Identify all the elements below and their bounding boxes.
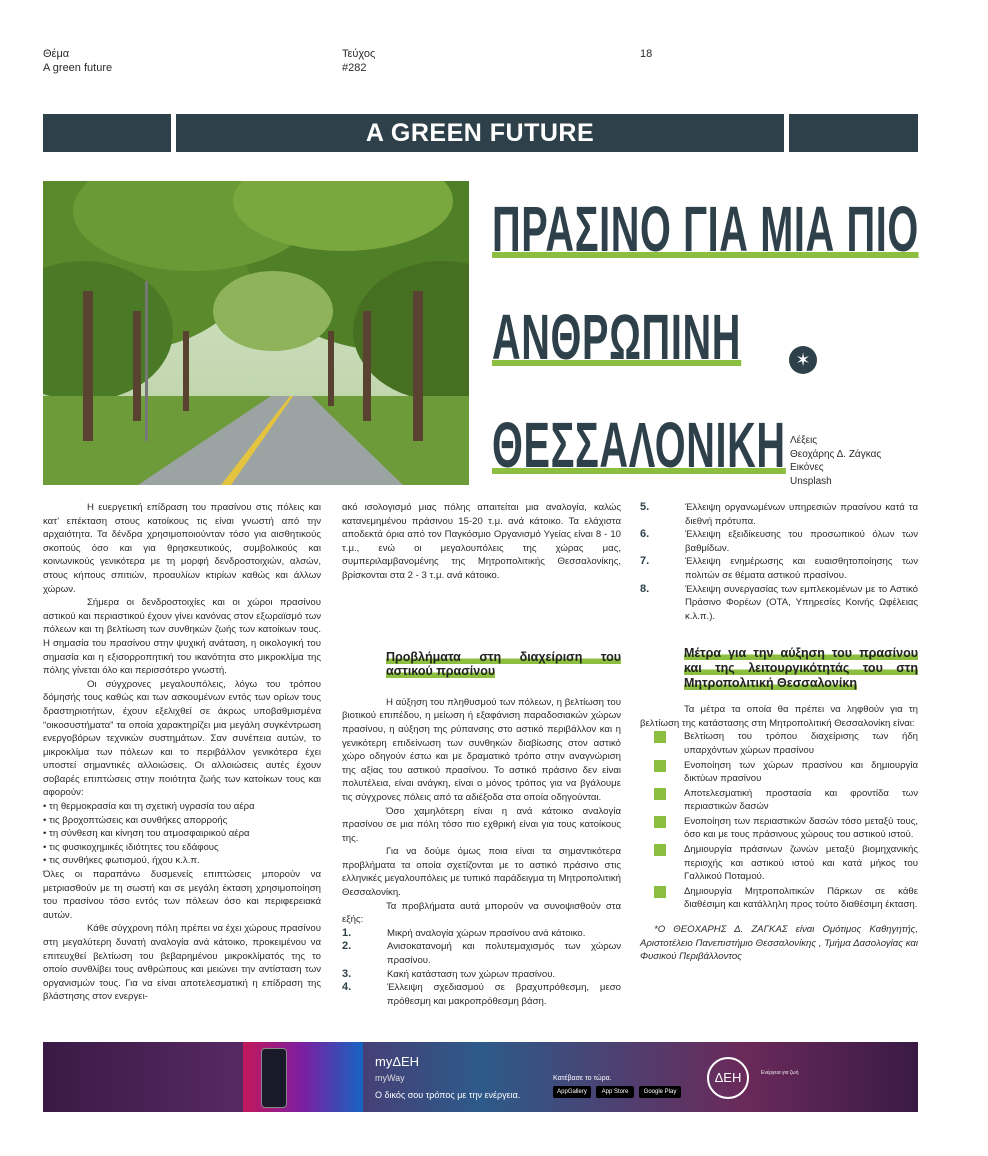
bullet-square-icon bbox=[654, 731, 666, 743]
column-2 bbox=[342, 501, 621, 1008]
numbered-item: 5. Έλλειψη οργανωμένων υπηρεσιών πρασίνου κατά τα διεθνή πρότυπα. bbox=[640, 501, 918, 527]
col2-paragraph: Για να δούμε όμως ποια είναι τα σημαντικότερα προβλήματα τα οποία σχετίζονται με το αστικό πράσινο στις ελληνικές μεγαλουπόλεις με τυπικό παράδειγμα τη Μητροπολιτική Θεσσαλονίκη. bbox=[342, 846, 621, 899]
bullet-square-icon bbox=[654, 844, 666, 856]
col1-paragraph: Σήμερα οι δενδροστοιχίες και οι χώροι πρασίνου αστικού και περιαστικού έχουν γίνει κανόνας στον εξωραϊσμό των πόλεων και τη βελτίωση των συνθηκών ζωής των κατοίκων τους. Η σημασία του πρασίνου στην ψυχική ανάταση, η οικολογική του σημασία και η εξισορροπητική του ικανότητα στο μικροκλίμα της πόλης γίνεται όλο και περισσότερο γνωστή. bbox=[43, 597, 321, 677]
numbered-item: 3. Κακή κατάσταση των χώρων πρασίνου. bbox=[342, 967, 556, 980]
column-1 bbox=[43, 501, 321, 1004]
section-heading: Μέτρα για την αύξηση του πρασίνου και της λειτουργικότητάς του στη Μητροπολιτική Θεσσαλονίκη bbox=[684, 646, 918, 690]
headline-line-2: ΑΝΘΡΩΠΙΝΗ bbox=[492, 301, 742, 373]
headline-line-1: ΠΡΑΣΙΝΟ ΓΙΑ ΜΙΑ ΠΙΟ bbox=[492, 193, 919, 265]
author-bio: *Ο ΘΕΟΧΑΡΗΣ Δ. ΖΑΓΚΑΣ είναι Ομότιμος Καθηγητής, Αριστοτέλειο Πανεπιστήμιο Θεσσαλονίκης , Τμήμα Δασολογίας και Φυσικού Περιβάλλοντος bbox=[640, 924, 918, 963]
col1-paragraph: Κάθε σύγχρονη πόλη πρέπει να έχει χώρους πρασίνου στη μεγαλύτερη δυνατή αναλογία ανά κάτοικο, προκειμένου να επιτευχθεί βελτίωση του βεβαρημένου μικροκλίματός της το οποίο συνθλίβει τους ανθρώπους και μειώνει την αντίσταση των οργανισμών τους. Για να είναι αποτελεσματική η επίδραση της βλάστησης στον ενεργει- bbox=[43, 923, 321, 1003]
issue-header bbox=[342, 47, 375, 75]
words-label: Λέξεις bbox=[790, 435, 818, 446]
column-3 bbox=[640, 501, 918, 964]
issue-value: #282 bbox=[342, 62, 367, 74]
theme-header bbox=[43, 47, 112, 75]
author-name: Θεοχάρης Δ. Ζάγκας bbox=[790, 448, 882, 460]
ad-sub: myWay bbox=[375, 1073, 405, 1083]
col2-paragraph: Η αύξηση του πληθυσμού των πόλεων, η βελτίωση του βιοτικού επιπέδου, η μείωση ή εξαφάνιση παραδοσιακών χώρων πρασίνου, η αύξηση της ρύπανσης στο αστικό περιβάλλον και η γενικότερη επιδείνωση των συνθηκών διαβίωσης στον αστικό χώρο οδηγούν έστω και με δραματικό τρόπο στην αναγνώριση της αξίας του αστικού πρασίνου. Το αστικό πράσινο δεν είναι πολυτέλεια, είναι ανάγκη, είναι ο μόνος τρόπος για να βγάλουμε τις σύγχρονες πόλεις από τα αδιέξοδα στα οποία οδηγούνται. bbox=[342, 696, 621, 803]
bullet-item: Ενοποίηση των περιαστικών δασών τόσο μεταξύ τους, όσο και με τους πράσινους χώρους του αστικού ιστού. bbox=[640, 815, 918, 842]
bullet-item: Αποτελεσματική προστασία και φροντίδα των περιαστικών δασών bbox=[640, 787, 918, 814]
app-store-button[interactable]: App Store bbox=[596, 1086, 634, 1098]
list-item: • τη σύνθεση και κίνηση του ατμοσφαιρικού αέρα bbox=[43, 828, 250, 840]
bullet-square-icon bbox=[654, 760, 666, 772]
appgallery-button[interactable]: AppGallery bbox=[553, 1086, 591, 1098]
banner-bar-right bbox=[789, 114, 918, 152]
numbered-item: 1. Μικρή αναλογία χώρων πρασίνου ανά κάτοικο. bbox=[342, 926, 586, 939]
col1-paragraph: Οι σύγχρονες μεγαλουπόλεις, λόγω του τρόπου δόμησής τους καθώς και των ασκουμένων εντός των ορίων τους δραστηριοτήτων, έχουν εξελιχθεί σε άκρως υποβαθμισμένα “οικοσυστήματα” τα οποία χαρακτηρίζει μια μεγάλη συγκέντρωση ενεργοβόρων τεχνικών συστημάτων. Σαν συνέπεια αυτών, το μικροκλίμα των πόλεων και το περιβάλλον γενικότερα έχει υποστεί σημαντικές αλλοιώσεις. Οι αλλοιώσεις αυτές έχουν σοβαρές επιπτώσεις στην ποιότητα ζωής των κατοίκων τους και αφορούν: bbox=[43, 678, 321, 799]
google-play-button[interactable]: Google Play bbox=[639, 1086, 681, 1098]
bullet-square-icon bbox=[654, 788, 666, 800]
star-icon: ✶ bbox=[789, 346, 817, 374]
col1-paragraph: Η ευεργετική επίδραση του πρασίνου στις πόλεις και κατ’ επέκταση στους κατοίκους τις είναι γνωστή από την αρχαιότητα. Τα δένδρα χρησιμοποιούνταν τόσο για αισθητικούς σκοπούς όσο και για θρησκευτικούς, συμβολικούς και κοινωνικούς γενικότερα με τη μορφή δενδροστοιχιών, αλσών, στους κήπους σπιτιών, προαυλίων κτιρίων καθώς και άλλων χώρων. bbox=[43, 502, 321, 595]
list-item: • τη θερμοκρασία και τη σχετική υγρασία του αέρα bbox=[43, 801, 255, 813]
bullet-item: Δημιουργία πράσινων ζωνών μεταξύ βιομηχανικής περιοχής και αστικού ιστού και κατά μήκος του Γαλλικού Ποταμού. bbox=[640, 843, 918, 884]
bullet-item: Ενοποίηση των χώρων πρασίνου και δημιουργία δικτύων πρασίνου bbox=[640, 759, 918, 786]
images-label: Εικόνες bbox=[790, 462, 824, 473]
advertisement-banner[interactable] bbox=[43, 1042, 918, 1112]
section-heading: Προβλήματα στη διαχείριση του αστικού πρασίνου bbox=[386, 649, 621, 679]
numbered-item: 8. Έλλειψη συνεργασίας των εμπλεκομένων με το Αστικό Πράσινο Φορέων (ΟΤΑ, Υπηρεσίες Κοινής Ωφέλειας κ.λ.π.). bbox=[640, 582, 918, 622]
ad-fine-print: Ενέργεια για ζωή bbox=[761, 1070, 799, 1076]
numbered-item: 7. Έλλειψη ενημέρωσης και ευαισθητοποίησης των πολιτών σε θέματα αστικού πρασίνου. bbox=[640, 555, 918, 581]
theme-value: A green future bbox=[43, 62, 113, 74]
col2-paragraph: Τα προβλήματα αυτά μπορούν να συνοψισθούν στα εξής: bbox=[342, 900, 621, 926]
list-item: • τις βροχοπτώσεις και συνθήκες απορροής bbox=[43, 814, 228, 826]
headline-line-3: ΘΕΣΣΑΛΟΝΙΚΗ bbox=[492, 409, 786, 481]
issue-label: Τεύχος bbox=[342, 48, 376, 60]
col3-paragraph: Τα μέτρα τα οποία θα πρέπει να ληφθούν για τη βελτίωση της κατάστασης στη Μητροπολιτική Θεσσαλονίκη είναι: bbox=[640, 704, 918, 729]
list-item: • τις συνθήκες φωτισμού, ήχου κ.λ.π. bbox=[43, 855, 200, 867]
col2-paragraph: ακό ισολογισμό μιας πόλης απαιτείται μια αναλογία, καλώς κατανεμημένου πράσινου 15-20 τ.μ. ανά κάτοικο. Τα ελάχιστα αποδεκτά όρια από τον Παγκόσμιο Οργανισμό Υγείας είναι 8 - 10 τ.μ., ενώ οι μεγαλουπόλεις της χώρας μας, συμπεριλαμβανομένης της Μητροπολιτικής Θεσσαλονίκης, βρίσκονται στα 2 - 3 τ.μ. ανά κάτοικο. bbox=[342, 502, 621, 581]
ad-download-text: Κατέβασε το τώρα. bbox=[553, 1075, 612, 1082]
phone-icon bbox=[261, 1048, 287, 1108]
page-number: 18 bbox=[640, 48, 653, 60]
numbered-item: 2. Ανισοκατανομή και πολυτεμαχισμός των χώρων πρασίνου. bbox=[342, 940, 621, 967]
banner-title: A GREEN FUTURE bbox=[365, 119, 595, 147]
deh-logo: ΔΕΗ bbox=[707, 1057, 749, 1099]
bullet-square-icon bbox=[654, 816, 666, 828]
col2-paragraph: Όσο χαμηλότερη είναι η ανά κάτοικο αναλογία πρασίνου σε μια πόλη τόσο πιο εχθρική είναι για τους κατοίκους της. bbox=[342, 805, 621, 844]
col1-paragraph: Όλες οι παραπάνω δυσμενείς επιπτώσεις μπορούν να μετριασθούν με τη σωστή και σε μεγάλη έκταση χρησιμοποίηση του πρασίνου τόσο εντός των πόλεων όσο και περιφερειακά αυτών. bbox=[43, 869, 321, 921]
numbered-item: 4. Έλλειψη σχεδιασμού σε βραχυπρόθεσμη, μεσο πρόθεσμη και μακροπρόθεσμη βάση. bbox=[342, 981, 621, 1007]
ad-tagline: Ο δικός σου τρόπος με την ενέργεια. bbox=[375, 1090, 521, 1100]
credits bbox=[790, 434, 881, 488]
banner-bar-left bbox=[43, 114, 171, 152]
theme-label: Θέμα bbox=[43, 48, 70, 60]
images-source: Unsplash bbox=[790, 475, 832, 487]
ad-brand: myΔΕΗ bbox=[375, 1054, 420, 1069]
bullet-square-icon bbox=[654, 886, 666, 898]
numbered-item: 6. Έλλειψη εξειδίκευσης του προσωπικού όλων των βαθμίδων. bbox=[640, 528, 918, 554]
bullet-item: Βελτίωση του τρόπου διαχείρισης των ήδη υπαρχόντων χώρων πρασίνου bbox=[640, 730, 918, 757]
list-item: • τις φυσικοχημικές ιδιότητες του εδάφους bbox=[43, 841, 219, 853]
bullet-item: Δημιουργία Μητροπολιτικών Πάρκων σε κάθε διαθέσιμη και κατάλληλη προς τούτο διαθέσιμη έκταση. bbox=[640, 885, 918, 912]
tree-tunnel-photo bbox=[43, 181, 469, 485]
